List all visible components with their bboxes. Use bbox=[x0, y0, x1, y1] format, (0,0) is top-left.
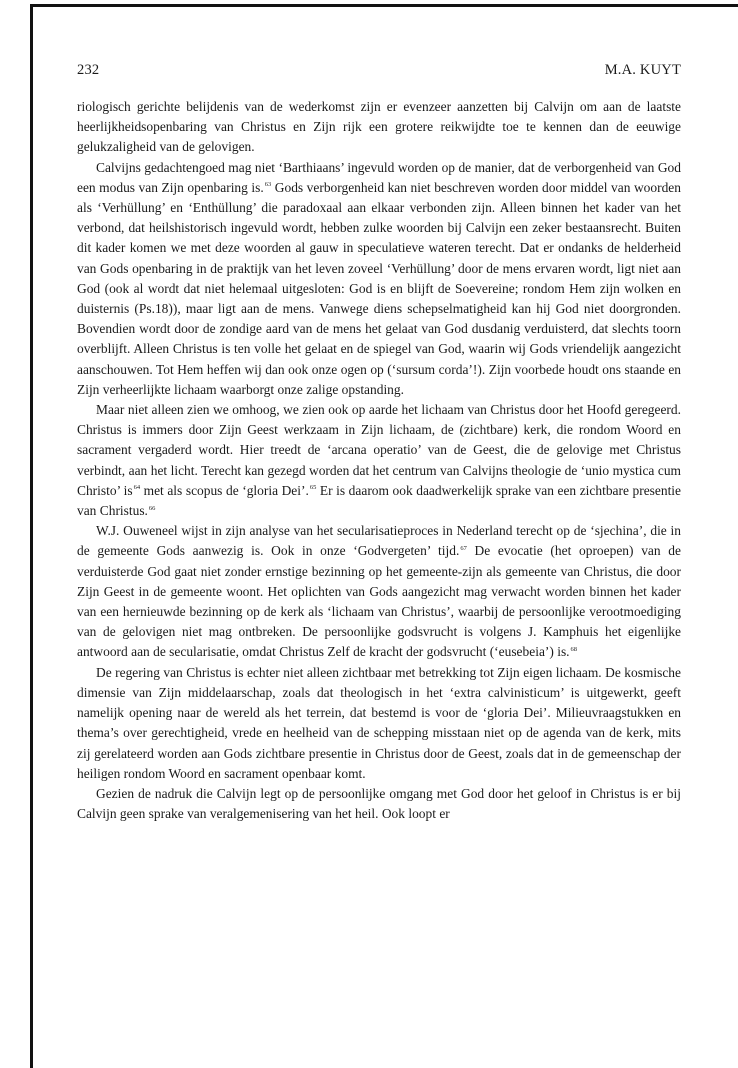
paragraph bbox=[77, 663, 681, 784]
paragraph-text: W.J. Ouweneel wijst in zijn analyse van het secularisatieproces in Nederland terecht op de ‘sjechina’, die in de gemeente Gods aanwezig is. Ook in onze ‘Godvergeten’ tijd. bbox=[77, 523, 681, 559]
footnote-ref: 68 bbox=[570, 646, 578, 653]
paragraph-text: De regering van Christus is echter niet alleen zichtbaar met betrekking tot Zijn eigen lichaam. De kosmische dimensie van Zijn middelaarschap, zoals dat theologisch in het ‘extra calvinisticum’ is uitgewerkt, geeft namelijk opening naar de wereld als het terrein, dat bestemd is voor de ‘gloria Dei’. Milieuvraagstukken en thema’s over gerechtigheid, vrede en heelheid van de schepping misstaan niet op de agenda van de kerk, mits zij gerelateerd worden aan Gods zichtbare presentie in Christus door de Geest, zoals dat in de gemeenschap der heiligen rondom Woord en sacrament openbaar komt. bbox=[77, 664, 681, 781]
paragraph-text: Maar niet alleen zien we omhoog, we zien ook op aarde het lichaam van Christus door het Hoofd geregeerd. Christus is immers door Zijn Geest werkzaam in Zijn lichaam, de (zichtbare) kerk, die rondom Woord en sacrament vergaderd wordt. Hier treedt de ‘arcana operatio’ van de Geest, die de gelovige met Christus verbindt, aan het licht. Terecht kan gezegd worden dat het centrum van Calvijns theologie de ‘unio mystica cum Christo’ is bbox=[77, 402, 681, 498]
footnote-ref: 67 bbox=[460, 544, 467, 552]
scan-border-left bbox=[30, 4, 33, 1068]
paragraph-text: De evocatie (het oproepen) van de verduisterde God gaat niet zonder ernstige bezinning op het gemeente-zijn als gemeente van Christus, die door Zijn Geest in de gemeente woont. Het oplichten van Gods aangezicht mag verwacht worden binnen het kader van een hernieuwde bezinning op de kerk als ‘lichaam van Christus’, waarbij de persoonlijke verootmoediging van de gelovigen niet mag ontbreken. De persoonlijke godsvrucht is volgens J. Kamphuis het eigenlijke antwoord aan de secularisatie, omdat Christus Zelf de kracht der godsvrucht (‘eusebeia’) is. bbox=[77, 543, 681, 660]
footnote-ref: 64 bbox=[133, 484, 141, 492]
paragraph bbox=[77, 400, 681, 521]
paragraph bbox=[77, 784, 681, 824]
paragraph-text: met als scopus de ‘gloria Dei’. bbox=[140, 482, 309, 498]
paragraph-text: Gods verborgenheid kan niet beschreven worden door middel van woorden als ‘Verhüllung’ en ‘Enthüllung’ die paradoxaal aan elkaar verbonden zijn. Alleen binnen het kader van het verbond, dat heilshistorisch ingevuld wordt, hebben zulke woorden bij Calvijn een zeker bestaansrecht. Buiten dit kader komen we met deze woorden al gauw in speculatieve wateren terecht. Dat er ondanks de helderheid van Gods openbaring in de praktijk van het leven zoveel ‘Verhüllung’ door de mens ervaren wordt, ligt niet aan God (ook al wordt dat niet helemaal uitgesloten: God is en blijft de Soevereine; rondom Hem zijn wolken en duisternis (Ps.18)), maar ligt aan de mens. Vanwege diens schepselmatigheid kan hij God niet doorgronden. Bovendien wordt door de zondige aard van de mens het gelaat van God dusdanig verduisterd, dat slechts toorn overblijft. Alleen Christus is ten volle het gelaat en de spiegel van God, waarin wij Gods vriendelijk aangezicht aanschouwen. Tot Hem heffen wij dan ook onze ogen op (‘sursum corda’!). Zijn voorbede houdt ons staande en Zijn verheerlijkte lichaam waarborgt onze zalige opstanding. bbox=[77, 179, 681, 397]
paragraph bbox=[77, 158, 681, 400]
running-head bbox=[77, 62, 681, 79]
paragraph-text: Er is daarom ook daadwerkelijk sprake van een zichtbare presentie van Christus. bbox=[77, 482, 682, 519]
footnote-ref: 65 bbox=[309, 484, 317, 492]
paragraph-text: Calvijns gedachtengoed mag niet ‘Barthiaans’ ingevuld worden op de manier, dat de verborgenheid van God een modus van Zijn openbaring is. bbox=[77, 159, 681, 195]
footnote-ref: 66 bbox=[148, 504, 156, 512]
paragraph bbox=[77, 521, 681, 662]
footnote-ref: 63 bbox=[264, 181, 272, 189]
paragraph-text: Gezien de nadruk die Calvijn legt op de persoonlijke omgang met God door het geloof in Christus is er bij Calvijn geen sprake van veralgemenisering van het heil. Ook loopt er bbox=[77, 785, 681, 822]
running-title: M.A. KUYT bbox=[604, 62, 681, 78]
scan-border-top bbox=[30, 4, 738, 7]
paragraph bbox=[77, 97, 681, 158]
page-number: 232 bbox=[77, 62, 100, 78]
book-page bbox=[77, 62, 681, 824]
body-text bbox=[77, 97, 681, 824]
paragraph-text: riologisch gerichte belijdenis van de wederkomst zijn er evenzeer aanzetten bij Calvijn om aan de laatste heerlijkheidsopenbaring van Christus en Zijn rijk een grotere reikwijdte toe te kennen dan de eeuwige gelukzaligheid van de gelovigen. bbox=[77, 99, 681, 155]
